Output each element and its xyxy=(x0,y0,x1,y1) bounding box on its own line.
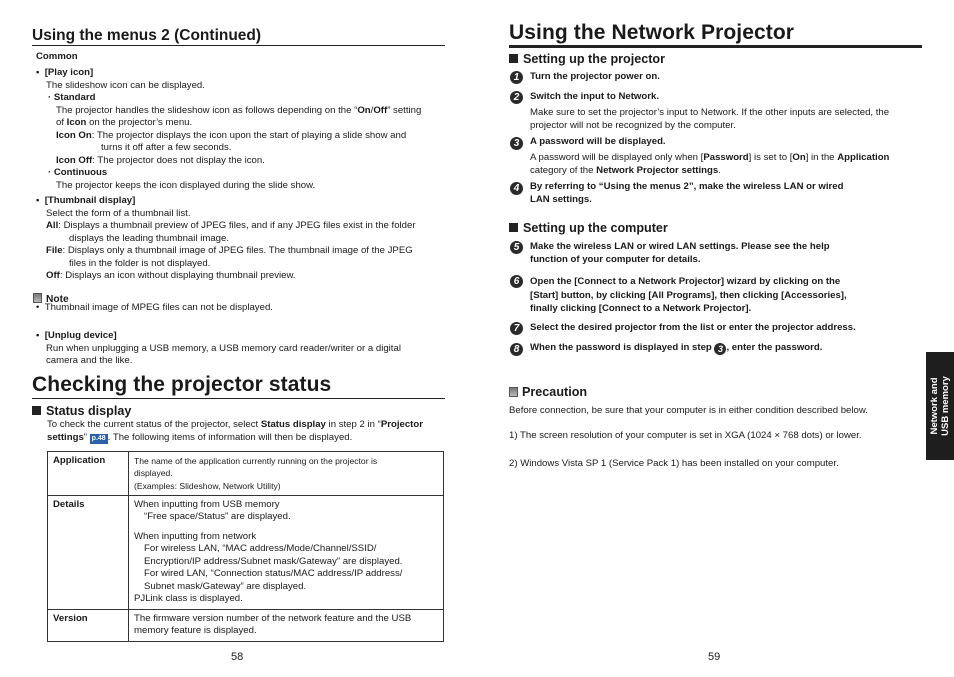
table-row xyxy=(48,452,444,496)
standard-desc-1: The projector handles the slideshow icon as follows depending on the “On/Off” setting xyxy=(56,104,422,116)
setup-computer-heading: Setting up the computer xyxy=(509,221,668,235)
unplug-desc-1: Run when unplugging a USB memory, a USB memory card reader/writer or a digital xyxy=(46,342,401,354)
step-5-text: Make the wireless LAN or wired LAN settings. Please see the help function of your computer for details. xyxy=(530,241,830,265)
thumbnail-section: • [Thumbnail display] Select the form of a thumbnail list. All: Displays a thumbnail preview of JPEG files, and if any JPEG files exist in the folder displays the leading thumbnail image. File: Displays only a thumbnail image of JPEG files. The thumbnail image of the JPEG files in the folder is not displayed. Off: Displays an icon without displaying thumbnail preview. xyxy=(36,195,456,283)
icon-on-label: Icon On xyxy=(56,129,92,141)
network-projector-title: Using the Network Projector xyxy=(509,21,795,44)
step-6-text: Open the [Connect to a Network Projector] wizard by clicking on the [Start] button, by clicking [All Programs], then clicking [Accessories], finally clicking [Connect to a Network Projector]. xyxy=(530,276,847,314)
step-4-text: By referring to “Using the menus 2”, make the wireless LAN or wired LAN settings. xyxy=(530,181,844,205)
icon-off-label: Icon Off xyxy=(56,154,93,166)
step-2-text: Switch the input to Network. xyxy=(530,91,659,102)
setup-projector-heading: Setting up the projector xyxy=(509,52,665,66)
checking-status-title: Checking the projector status xyxy=(32,373,332,396)
side-tab-label: Network and USB memory xyxy=(929,376,951,436)
table-value: The name of the application currently running on the projector is displayed. (Examples: Slideshow, Network Utility) xyxy=(129,452,444,496)
step-number-icon: 1 xyxy=(510,71,523,84)
table-key: Application xyxy=(48,452,129,496)
step-7-text: Select the desired projector from the list or enter the projector address. xyxy=(530,322,856,333)
square-bullet-icon xyxy=(32,406,41,415)
page-ref-link[interactable]: p.48 xyxy=(91,434,106,442)
step-number-icon: 3 xyxy=(510,137,523,150)
table-value: The firmware version number of the network feature and the USB memory feature is displayed. xyxy=(129,609,444,641)
note-icon xyxy=(509,387,518,397)
play-icon-title: [Play icon] xyxy=(44,67,94,78)
off-desc: : Displays an icon without displaying thumbnail preview. xyxy=(59,270,296,281)
step-ref-icon: 3 xyxy=(714,343,726,355)
unplug-desc-2: camera and the like. xyxy=(46,355,133,366)
right-title-rule xyxy=(509,45,922,48)
file-label: File xyxy=(46,245,63,256)
step-number-icon: 4 xyxy=(510,182,523,195)
left-header-rule xyxy=(32,45,445,46)
precaution-item-1: 1) The screen resolution of your computer is set in XGA (1024 × 768 dots) or lower. xyxy=(509,430,862,441)
step-1-text: Turn the projector power on. xyxy=(530,71,660,82)
standard-desc-2: of Icon on the projector’s menu. xyxy=(56,117,193,128)
standard-title: Standard xyxy=(53,92,96,103)
step-2-note: Make sure to set the projector’s input to Network. If the other inputs are selected, the projector will not be recognized by the computer. xyxy=(530,107,890,131)
icon-on-desc-2: turns it off after a few seconds. xyxy=(101,142,232,153)
thumbnail-desc: Select the form of a thumbnail list. xyxy=(46,207,191,219)
icon-off-desc: : The projector does not display the icon. xyxy=(92,154,265,166)
table-row xyxy=(48,495,444,609)
table-key: Details xyxy=(48,495,129,609)
step-3-note: A password will be displayed only when [Password] is set to [On] in the Application category of the Network Projector settings. xyxy=(530,152,890,176)
off-label: Off xyxy=(46,270,60,281)
continuous-desc: The projector keeps the icon displayed during the slide show. xyxy=(56,179,316,191)
left-header: Using the menus 2 (Continued) xyxy=(32,27,262,44)
step-number-icon: 2 xyxy=(510,91,523,104)
status-display-heading: Status display xyxy=(32,404,131,418)
file-desc: : Displays only a thumbnail image of JPEG files. The thumbnail image of the JPEG xyxy=(62,245,413,256)
step-number-icon: 8 xyxy=(510,343,523,356)
side-tab xyxy=(926,352,954,460)
play-icon-desc: The slideshow icon can be displayed. xyxy=(46,79,205,91)
step-number-icon: 6 xyxy=(510,275,523,288)
thumbnail-title: [Thumbnail display] xyxy=(44,195,136,206)
note-text: • Thumbnail image of MPEG files can not be displayed. xyxy=(36,302,273,313)
all-desc: : Displays a thumbnail preview of JPEG files, and if any JPEG files exist in the folder xyxy=(58,220,416,231)
all-label: All xyxy=(46,220,59,231)
table-row xyxy=(48,609,444,641)
note-title: Note xyxy=(46,294,69,305)
square-bullet-icon xyxy=(509,223,518,232)
status-info-table xyxy=(47,451,444,642)
common-label: Common xyxy=(36,51,78,62)
play-icon-section: • [Play icon] The slideshow icon can be displayed. · Standard The projector handles the slideshow icon as follows depending on the “On/Off” setting of Icon on the projector’s menu. Icon On: The projector displays the icon upon the start of playing a slide show and turns it off after a few seconds. Icon Off: The projector does not display the icon. · Continuous The projector keeps the icon displayed during the slide show. xyxy=(36,67,456,192)
unplug-title: [Unplug device] xyxy=(44,330,117,341)
table-value: When inputting from USB memory “Free space/Status” are displayed. When inputting from network For wireless LAN, “MAC address/Mode/Channel/SSID/ Encryption/IP address/Subnet mask/Gateway” are displayed. For wired LAN, “Connection status/MAC address/IP address/ Subnet mask/Gateway” are displayed. PJLink class is displayed. xyxy=(129,495,444,609)
step-8-text: When the password is displayed in step 3 , enter the password. xyxy=(530,342,823,354)
square-bullet-icon xyxy=(509,54,518,63)
precaution-heading: Precaution xyxy=(509,383,587,401)
step-number-icon: 7 xyxy=(510,322,523,335)
status-display-desc: To check the current status of the projector, select Status display in step 2 in “Projector settings” p.48 . The following items of information will then be displayed. xyxy=(47,419,423,443)
page-number-left: 58 xyxy=(231,651,244,663)
page-number-right: 59 xyxy=(708,651,721,663)
precaution-intro: Before connection, be sure that your computer is in either condition described below. xyxy=(509,405,868,416)
file-desc-2: files in the folder is not displayed. xyxy=(69,257,211,269)
step-3-text: A password will be displayed. xyxy=(530,136,666,147)
table-key: Version xyxy=(48,609,129,641)
step-number-icon: 5 xyxy=(510,241,523,254)
checking-title-rule xyxy=(32,398,445,399)
unplug-section: • [Unplug device] Run when unplugging a USB memory, a USB memory card reader/writer or a digital camera and the like. xyxy=(36,330,456,368)
continuous-title: Continuous xyxy=(53,167,108,178)
precaution-item-2: 2) Windows Vista SP 1 (Service Pack 1) has been installed on your computer. xyxy=(509,458,839,469)
all-desc-2: displays the leading thumbnail image. xyxy=(69,232,229,244)
icon-on-desc: : The projector displays the icon upon the start of playing a slide show and xyxy=(91,129,407,141)
